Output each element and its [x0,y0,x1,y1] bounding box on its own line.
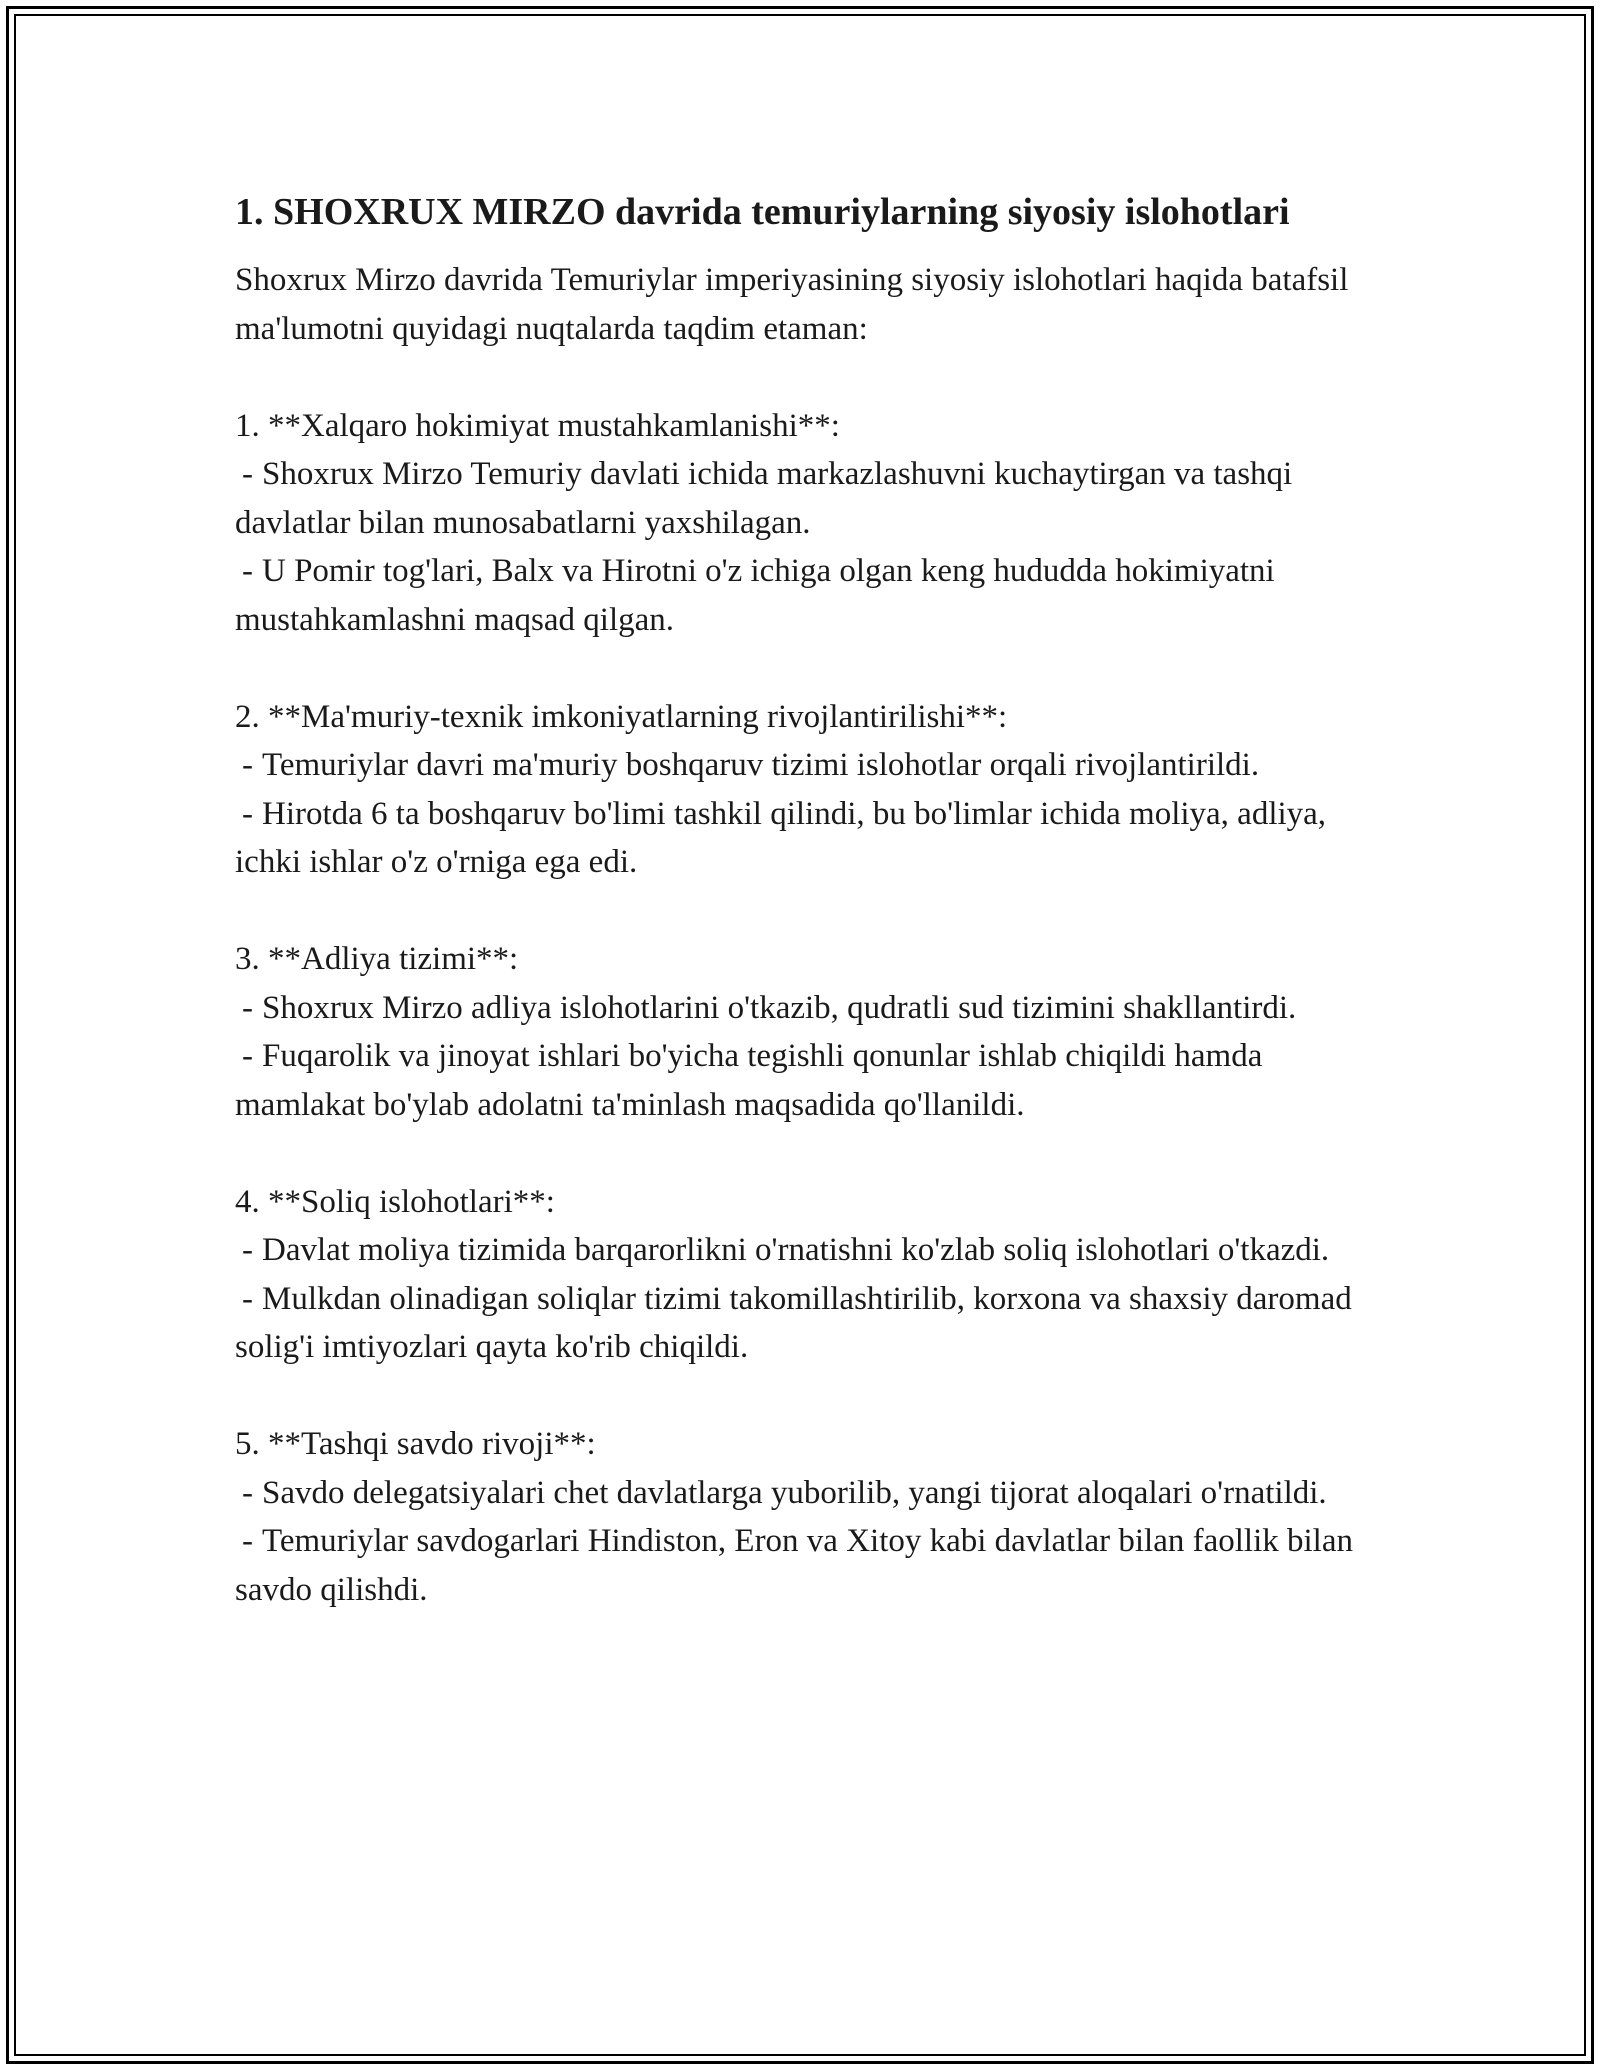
bullet-text: Hirotda 6 ta boshqaruv bo'limi tashkil qilindi, bu bo'limlar ichida moliya, adliya, ichki ishlar o'z o'rniga ega edi. [235,795,1327,880]
section-heading: 3. **Adliya tizimi**: [235,941,519,977]
section-1 [235,402,1385,645]
bullet-item [235,1226,1385,1275]
section-heading: 2. **Ma'muriy-texnik imkoniyatlarning rivojlantirilishi**: [235,698,1008,735]
bullet-text: Temuriylar davri ma'muriy boshqaruv tizimi islohotlar orqali rivojlantirildi. [262,747,1260,783]
section-4 [235,1178,1385,1372]
bullet-item [235,1032,1385,1129]
section-heading: 4. **Soliq islohotlari**: [235,1183,555,1220]
intro-paragraph: Shoxrux Mirzo davrida Temuriylar imperiyasining siyosiy islohotlari haqida batafsil ma'lumotni quyidagi nuqtalarda taqdim etaman: [235,262,1349,347]
bullet-dash: - [242,1038,253,1074]
bullet-item [235,450,1385,547]
bullet-item [235,741,1385,790]
bullet-text: Davlat moliya tizimida barqarorlikni o'rnatishni ko'zlab soliq islohotlari o'tkazdi. [262,1232,1330,1268]
document-title: 1. SHOXRUX MIRZO davrida temuriylarning siyosiy islohotlari [235,191,1290,233]
bullet-item [235,1275,1385,1372]
bullet-dash: - [242,1523,253,1559]
bullet-dash: - [242,747,253,783]
section-5 [235,1420,1385,1614]
bullet-text: Mulkdan olinadigan soliqlar tizimi takomillashtirilib, korxona va shaxsiy daromad solig'i imtiyozlari qayta ko'rib chiqildi. [235,1280,1352,1365]
bullet-dash: - [242,456,253,492]
bullet-item [235,547,1385,644]
bullet-text: Shoxrux Mirzo adliya islohotlarini o'tkazib, qudratli sud tizimini shakllantirdi. [262,989,1297,1026]
bullet-item [235,1469,1385,1518]
section-2 [235,693,1385,887]
bullet-dash: - [242,989,253,1026]
bullet-item [235,1517,1385,1614]
bullet-text: Shoxrux Mirzo Temuriy davlati ichida markazlashuvni kuchaytirgan va tashqi davlatlar bilan munosabatlarni yaxshilagan. [235,456,1293,541]
bullet-text: Temuriylar savdogarlari Hindiston, Eron va Xitoy kabi davlatlar bilan faollik bilan savdo qilishdi. [235,1523,1353,1608]
section-3 [235,935,1385,1129]
bullet-item [235,790,1385,887]
bullet-text: U Pomir tog'lari, Balx va Hirotni o'z ichiga olgan keng hududda hokimiyatni mustahkamlashni maqsad qilgan. [235,553,1275,638]
bullet-text: Savdo delegatsiyalari chet davlatlarga yuborilib, yangi tijorat aloqalari o'rnatildi. [262,1474,1327,1511]
bullet-dash: - [242,795,253,832]
bullet-dash: - [242,1280,253,1317]
section-heading: 5. **Tashqi savdo rivoji**: [235,1426,596,1462]
bullet-dash: - [242,1474,253,1511]
bullet-dash: - [242,553,253,589]
bullet-item [235,984,1385,1033]
bullet-text: Fuqarolik va jinoyat ishlari bo'yicha tegishli qonunlar ishlab chiqildi hamda mamlakat bo'ylab adolatni ta'minlash maqsadida qo'llanildi. [235,1038,1263,1123]
bullet-dash: - [242,1232,253,1268]
section-heading: 1. **Xalqaro hokimiyat mustahkamlanishi**: [235,407,840,444]
document-page [235,185,1385,1614]
